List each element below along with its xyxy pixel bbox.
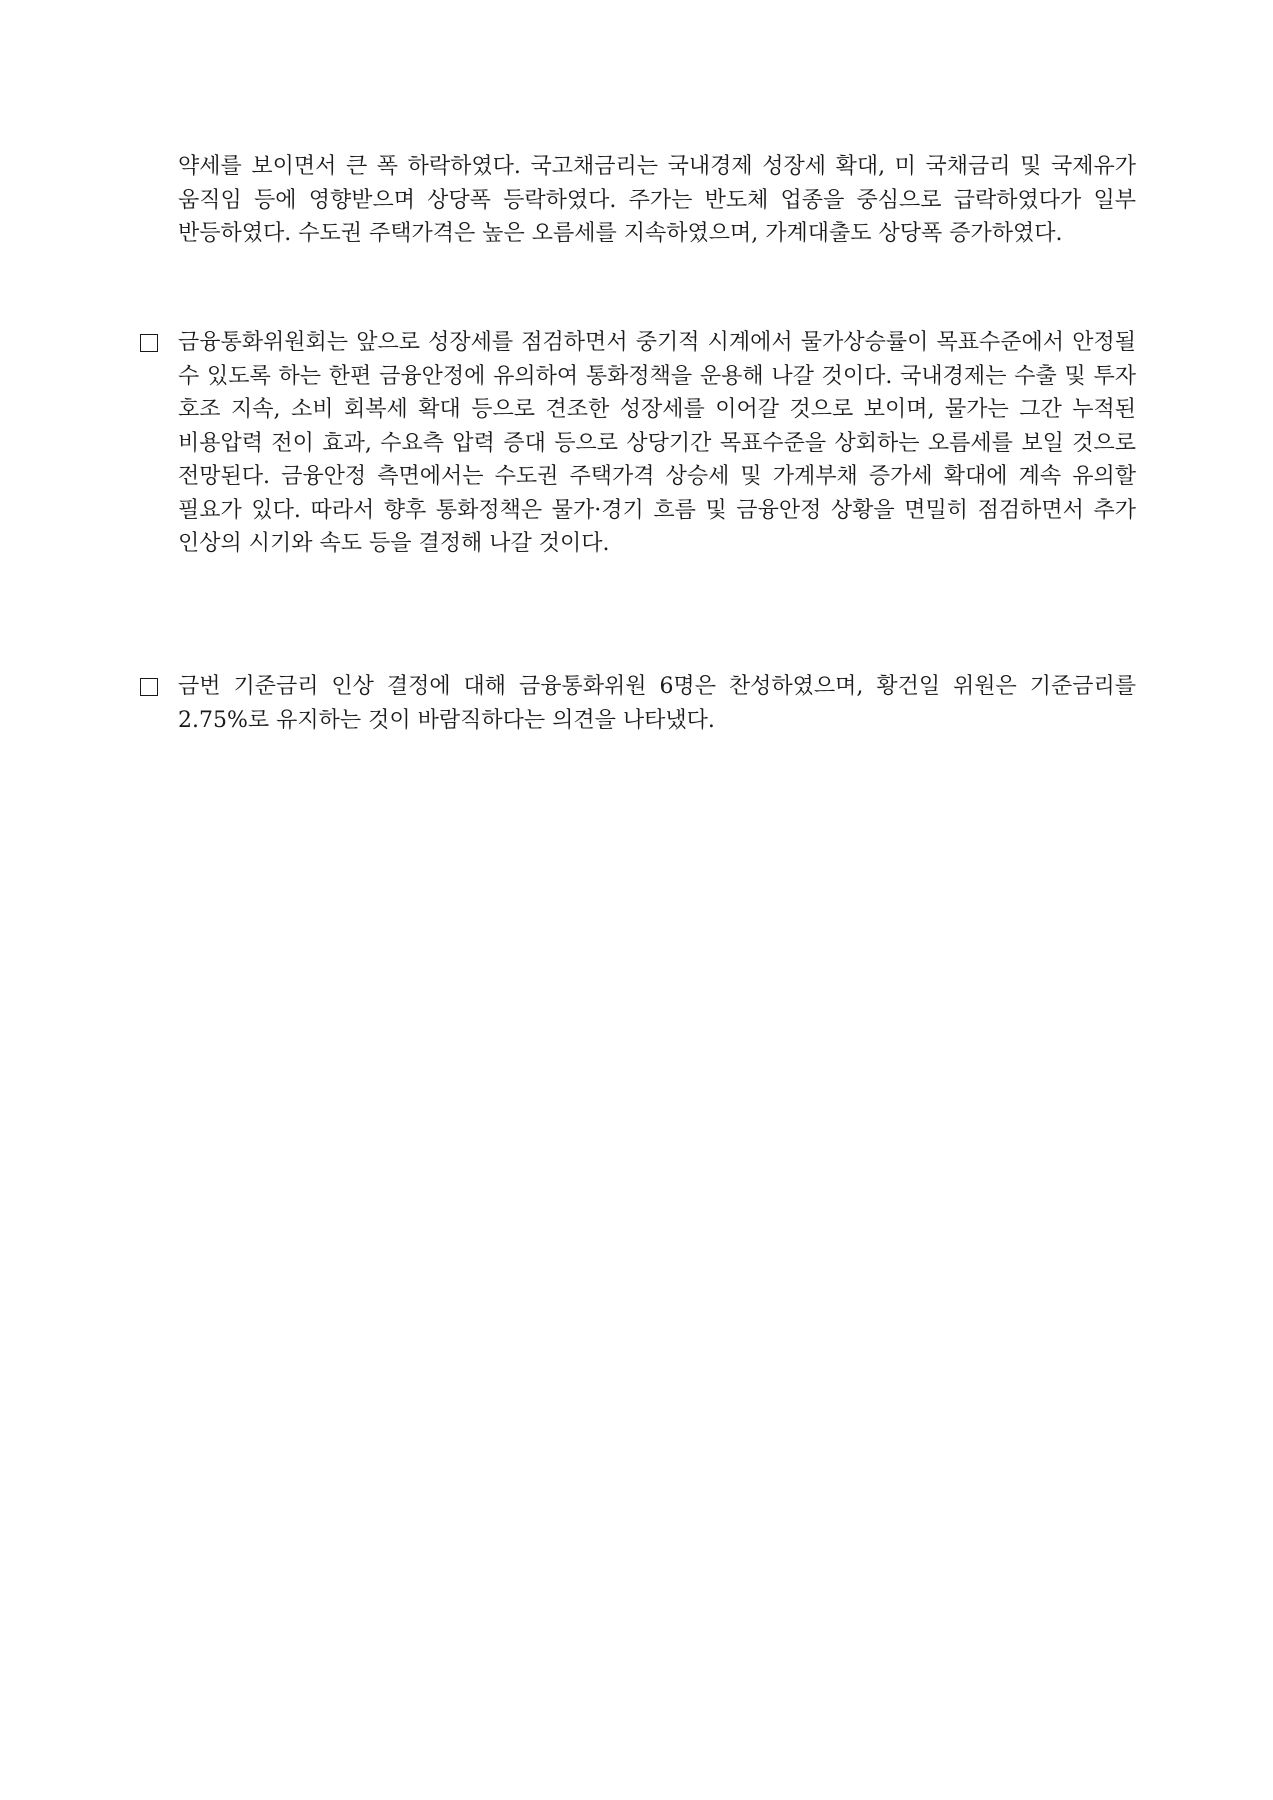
checkbox-bullet-icon (140, 334, 158, 352)
bullet-paragraph-policy-outlook (140, 326, 1136, 561)
bullet-paragraph-vote-result (140, 670, 1136, 737)
paragraph-continued-market-trends: 약세를 보이면서 큰 폭 하락하였다. 국고채금리는 국내경제 성장세 확대, 미 국채금리 및 국제유가 움직임 등에 영향받으며 상당폭 등락하였다. 주가는 반도체 업종을 중심으로 급락하였다가 일부 반등하였다. 수도권 주택가격은 높은 오름세를 지속하였으며, 가계대출도 상당폭 증가하였다. (178, 154, 1136, 246)
checkbox-bullet-icon (140, 678, 158, 696)
bullet-paragraph-text: 금번 기준금리 인상 결정에 대해 금융통화위원 6명은 찬성하였으며, 황건일 위원은 기준금리를 2.75%로 유지하는 것이 바람직하다는 의견을 나타냈다. (178, 674, 1136, 733)
bullet-paragraph-text: 금융통화위원회는 앞으로 성장세를 점검하면서 중기적 시계에서 물가상승률이 목표수준에서 안정될 수 있도록 하는 한편 금융안정에 유의하여 통화정책을 운용해 나갈 것이다. 국내경제는 수출 및 투자 호조 지속, 소비 회복세 확대 등으로 견조한 성장세를 이어갈 것으로 보이며, 물가는 그간 누적된 비용압력 전이 효과, 수요측 압력 증대 등으로 상당기간 목표수준을 상회하는 오름세를 보일 것으로 전망된다. 금융안정 측면에서는 수도권 주택가격 상승세 및 가계부채 증가세 확대에 계속 유의할 필요가 있다. 따라서 향후 통화정책은 물가·경기 흐름 및 금융안정 상황을 면밀히 점검하면서 추가 인상의 시기와 속도 등을 결정해 나갈 것이다. (178, 330, 1136, 556)
